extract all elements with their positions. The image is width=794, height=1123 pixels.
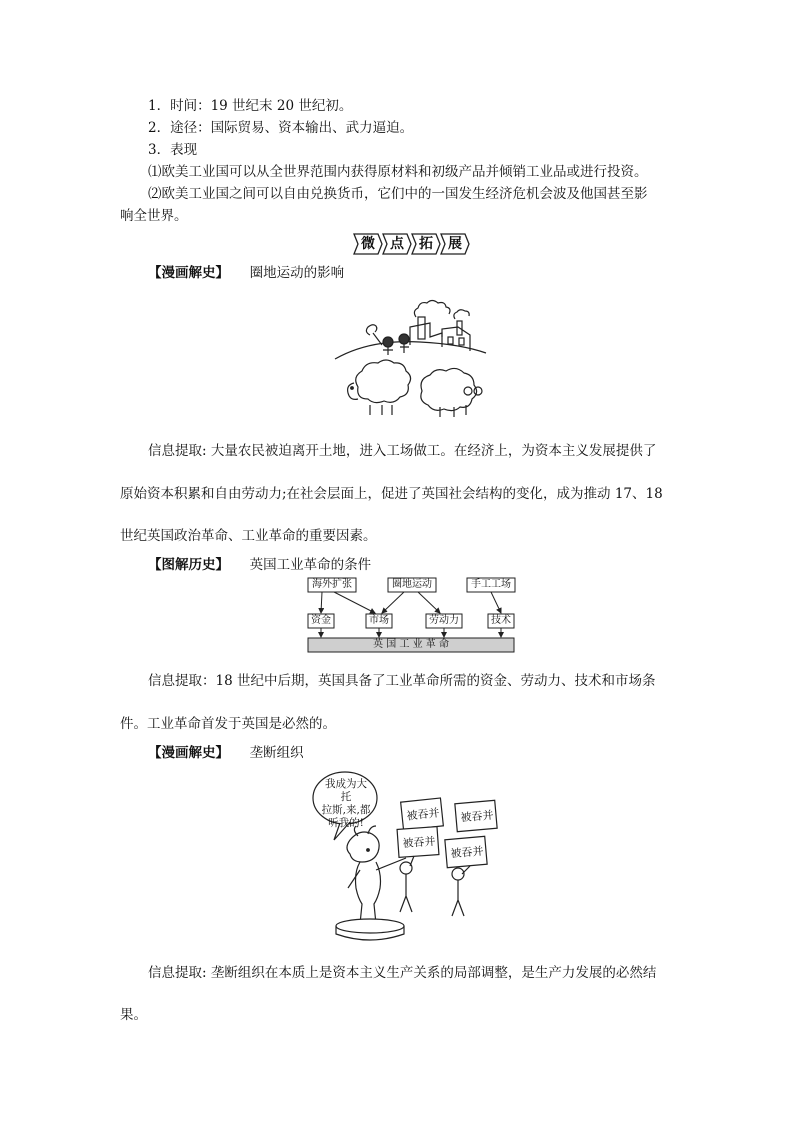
comic2-info-line-2: 果。 xyxy=(120,1007,147,1023)
diagram-top-overseas-expansion: 海外扩张 xyxy=(312,579,352,590)
speech-bubble-line-3: 听我的! xyxy=(328,817,364,829)
diagram-top-enclosure: 圈地运动 xyxy=(392,579,432,590)
comic1-info-line-1: 信息提取: 大量农民被迫离开土地，进入工场做工。在经济上，为资本主义发展提供了 xyxy=(148,443,657,459)
section-banner xyxy=(352,233,470,255)
sign-label-1: 被吞并 xyxy=(405,806,441,823)
industrial-revolution-diagram xyxy=(300,576,520,656)
diagram-bottom-capital: 资金 xyxy=(311,615,331,626)
comic1-heading xyxy=(148,263,344,283)
comic2-heading xyxy=(148,743,304,763)
banner-char-1: 微 xyxy=(361,236,375,252)
diagram-top-workshop: 手工工场 xyxy=(471,579,511,590)
diagram-info-line-2: 件。工业革命首发于英国是必然的。 xyxy=(120,716,336,732)
sign-label-2: 被吞并 xyxy=(460,808,495,825)
comic1-heading-tag: 【漫画解史】 xyxy=(148,265,229,281)
diagram-heading-title: 英国工业革命的条件 xyxy=(249,557,372,573)
diagram-bar-industrial-revolution: 英 国 工 业 革 命 xyxy=(373,639,449,650)
diagram-heading xyxy=(148,555,371,575)
summary-sub-2-line-2: 响全世界。 xyxy=(120,208,188,224)
summary-item-1: 1．时间：19 世纪末 20 世纪初。 xyxy=(148,98,353,114)
speech-bubble-text xyxy=(320,778,372,830)
summary-item-2: 2．途径：国际贸易、资本输出、武力逼迫。 xyxy=(148,120,414,136)
comic2-heading-tag: 【漫画解史】 xyxy=(148,745,229,761)
diagram-bottom-labor: 劳动力 xyxy=(429,615,459,626)
summary-sub-1: ⑴欧美工业国可以从全世界范围内获得原材料和初级产品并倾销工业品或进行投资。 xyxy=(148,164,648,180)
sign-label-4: 被吞并 xyxy=(450,844,485,861)
speech-bubble-line-2: 拉斯,来,都 xyxy=(321,804,371,816)
diagram-info-line-1: 信息提取：18 世纪中后期，英国具备了工业革命所需的资金、劳动力、技术和市场条 xyxy=(148,673,656,689)
diagram-bottom-technology: 技术 xyxy=(491,615,511,626)
sign-label-3: 被吞并 xyxy=(402,834,436,851)
diagram-bottom-market: 市场 xyxy=(369,615,389,626)
enclosure-comic-illustration xyxy=(330,287,490,422)
comic1-info-line-2: 原始资本积累和自由劳动力;在社会层面上，促进了英国社会结构的变化，成为推动 17、18 xyxy=(120,486,663,502)
comic1-heading-title: 圈地运动的影响 xyxy=(249,265,345,281)
speech-bubble-line-1: 我成为大托 xyxy=(325,778,367,803)
banner-char-3: 拓 xyxy=(419,236,433,252)
monopoly-comic-illustration xyxy=(310,770,510,942)
banner-char-4: 展 xyxy=(448,236,462,252)
comic1-info-line-3: 世纪英国政治革命、工业革命的重要因素。 xyxy=(120,528,377,544)
comic2-info-line-1: 信息提取: 垄断组织在本质上是资本主义生产关系的局部调整，是生产力发展的必然结 xyxy=(148,965,657,981)
summary-item-3: 3．表现 xyxy=(148,142,198,158)
diagram-heading-tag: 【图解历史】 xyxy=(148,557,229,573)
summary-sub-2-line-1: ⑵欧美工业国之间可以自由兑换货币，它们中的一国发生经济危机会波及他国甚至影 xyxy=(148,186,648,202)
comic2-heading-title: 垄断组织 xyxy=(249,745,304,761)
banner-char-2: 点 xyxy=(390,236,404,252)
